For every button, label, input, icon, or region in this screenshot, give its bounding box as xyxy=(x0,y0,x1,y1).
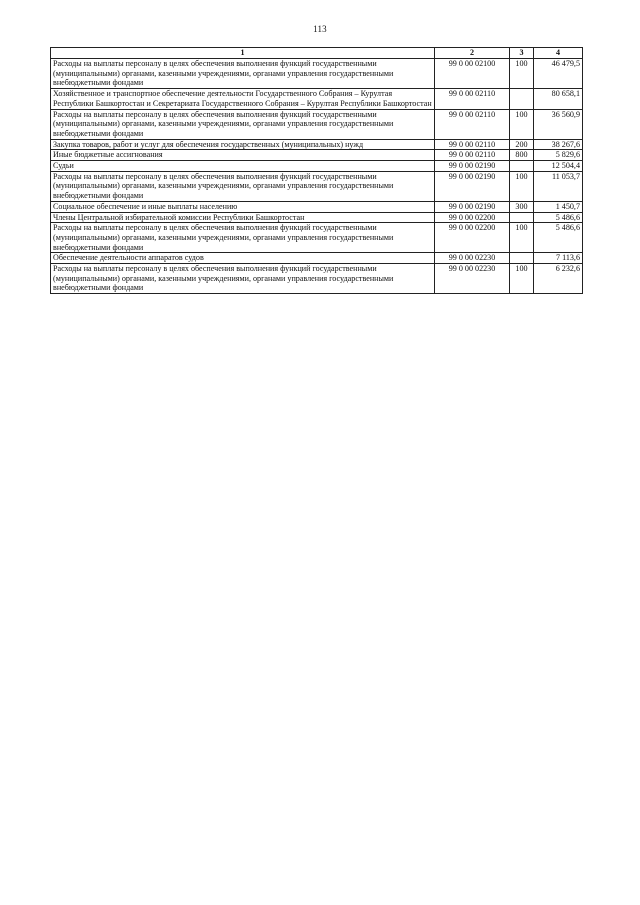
row-amount: 5 486,6 xyxy=(534,212,583,223)
row-code: 99 0 00 02100 xyxy=(435,59,510,89)
row-type: 100 xyxy=(510,223,534,253)
row-code: 99 0 00 02200 xyxy=(435,212,510,223)
row-amount: 12 504,4 xyxy=(534,161,583,172)
budget-table xyxy=(50,47,583,294)
table-row xyxy=(51,139,583,150)
row-code: 99 0 00 02110 xyxy=(435,89,510,109)
row-code: 99 0 00 02230 xyxy=(435,264,510,294)
row-name: Иные бюджетные ассигнования xyxy=(51,150,435,161)
column-header-name: 1 xyxy=(51,48,435,59)
row-name: Расходы на выплаты персоналу в целях обеспечения выполнения функций государственными (муниципальными) органами, казенными учреждениями, органами управления государственными внебюджетными фондами xyxy=(51,223,435,253)
row-amount: 5 829,6 xyxy=(534,150,583,161)
table-header-row xyxy=(51,48,583,59)
row-type: 300 xyxy=(510,201,534,212)
row-name: Социальное обеспечение и иные выплаты населению xyxy=(51,201,435,212)
row-type xyxy=(510,161,534,172)
row-type: 200 xyxy=(510,139,534,150)
row-amount: 80 658,1 xyxy=(534,89,583,109)
row-amount: 1 450,7 xyxy=(534,201,583,212)
row-amount: 7 113,6 xyxy=(534,253,583,264)
row-code: 99 0 00 02190 xyxy=(435,201,510,212)
row-type xyxy=(510,89,534,109)
table-row xyxy=(51,264,583,294)
column-header-amount: 4 xyxy=(534,48,583,59)
table-row xyxy=(51,212,583,223)
table-row xyxy=(51,150,583,161)
table-row xyxy=(51,253,583,264)
table-row xyxy=(51,201,583,212)
table-row xyxy=(51,171,583,201)
row-amount: 46 479,5 xyxy=(534,59,583,89)
table-row xyxy=(51,109,583,139)
table-row xyxy=(51,89,583,109)
row-amount: 6 232,6 xyxy=(534,264,583,294)
table-row xyxy=(51,161,583,172)
row-name: Расходы на выплаты персоналу в целях обеспечения выполнения функций государственными (муниципальными) органами, казенными учреждениями, органами управления государственными внебюджетными фондами xyxy=(51,171,435,201)
row-name: Судьи xyxy=(51,161,435,172)
row-name: Обеспечение деятельности аппаратов судов xyxy=(51,253,435,264)
row-type xyxy=(510,253,534,264)
row-code: 99 0 00 02190 xyxy=(435,161,510,172)
row-code: 99 0 00 02190 xyxy=(435,171,510,201)
row-amount: 11 053,7 xyxy=(534,171,583,201)
row-amount: 38 267,6 xyxy=(534,139,583,150)
row-type: 100 xyxy=(510,171,534,201)
row-type xyxy=(510,212,534,223)
row-code: 99 0 00 02110 xyxy=(435,109,510,139)
table-row xyxy=(51,59,583,89)
row-name: Расходы на выплаты персоналу в целях обеспечения выполнения функций государственными (муниципальными) органами, казенными учреждениями, органами управления государственными внебюджетными фондами xyxy=(51,109,435,139)
column-header-code: 2 xyxy=(435,48,510,59)
page-number: 113 xyxy=(313,24,327,34)
table-row xyxy=(51,223,583,253)
row-name: Закупка товаров, работ и услуг для обеспечения государственных (муниципальных) нужд xyxy=(51,139,435,150)
row-type: 100 xyxy=(510,264,534,294)
row-code: 99 0 00 02110 xyxy=(435,150,510,161)
row-type: 100 xyxy=(510,59,534,89)
column-header-type: 3 xyxy=(510,48,534,59)
row-amount: 36 560,9 xyxy=(534,109,583,139)
row-name: Члены Центральной избирательной комиссии Республики Башкортостан xyxy=(51,212,435,223)
row-code: 99 0 00 02230 xyxy=(435,253,510,264)
row-name: Расходы на выплаты персоналу в целях обеспечения выполнения функций государственными (муниципальными) органами, казенными учреждениями, органами управления государственными внебюджетными фондами xyxy=(51,59,435,89)
row-name: Расходы на выплаты персоналу в целях обеспечения выполнения функций государственными (муниципальными) органами, казенными учреждениями, органами управления государственными внебюджетными фондами xyxy=(51,264,435,294)
row-code: 99 0 00 02200 xyxy=(435,223,510,253)
row-name: Хозяйственное и транспортное обеспечение деятельности Государственного Собрания – Курултая Республики Башкортостан и Секретариата Государственного Собрания – Курултая Республики Башкортостан xyxy=(51,89,435,109)
row-amount: 5 486,6 xyxy=(534,223,583,253)
row-type: 100 xyxy=(510,109,534,139)
row-type: 800 xyxy=(510,150,534,161)
row-code: 99 0 00 02110 xyxy=(435,139,510,150)
